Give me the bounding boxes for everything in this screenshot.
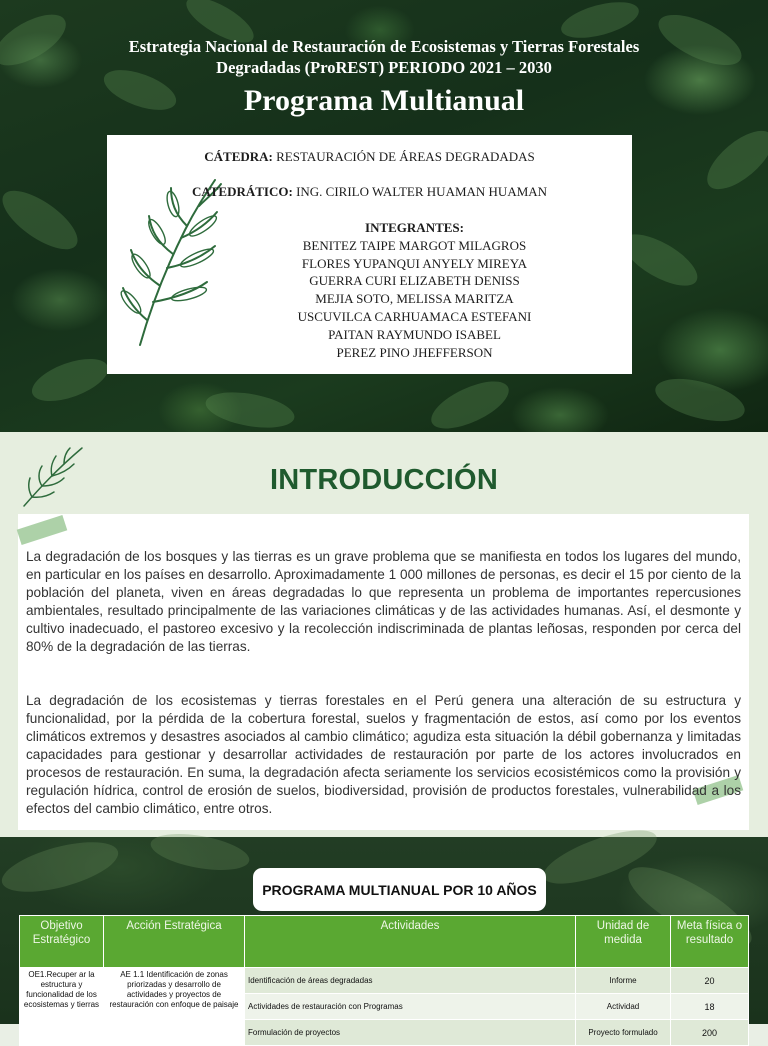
activity-cell: Identificación de áreas degradadas [245,968,576,994]
program-banner: PROGRAMA MULTIANUAL POR 10 AÑOS [253,868,546,911]
member-name: GUERRA CURI ELIZABETH DENISS [309,273,520,289]
introduction-slide [0,432,768,837]
activity-cell: Formulación de proyectos [245,1020,576,1046]
member-name: FLORES YUPANQUI ANYELY MIREYA [301,255,528,271]
intro-paragraph-2: La degradación de los ecosistemas y tierras forestales en el Perú genera una alteración de su estructura y funcionalidad, por la pérdida de la cobertura forestal, suelos y fragmentación de estos, así como por los eventos climáticos extremos y desastres asociados al cambio climático; agudiza esta situación la débil gobernanza y limitadas capacidades para gestionar y desarrollar actividades de restauración por parte de los actores involucrados en procesos de restauración. En suma, la degradación afecta seriamente los servicios ecosistémicos como la provisión y regulación hídrica, control de erosión de suelos, biodiversidad, provisión de productos forestales, vulnerabilidad a los efectos del cambio climático, entre otros. [26,693,741,816]
member-name: MEJIA SOTO, MELISSA MARITZA [315,291,514,307]
catedra-line [107,148,632,166]
goal-cell: 18 [671,994,749,1020]
unit-cell: Informe [576,968,671,994]
members-list [227,219,602,361]
objective-cell: OE1.Recuper ar la estructura y funcionalidad de los ecosistemas y tierras [20,968,104,1046]
column-header: Objetivo Estratégico [20,916,104,968]
action-cell: AE 1.1 Identificación de zonas priorizadas y desarrollo de actividades y proyectos de restauración con enfoque de paisaje [104,968,245,1046]
intro-paragraph-1: La degradación de los bosques y las tierras es un grave problema que se manifiesta en todos los lugares del mundo, en particular en los países en desarrollo. Aproximadamente 1 000 millones de personas, es decir el 15 por ciento de la población del planeta, viven en áreas degradadas lo que representa un problema de importantes repercusiones ambientales, resultado principalmente de las variaciones climáticas y de las actividades humanas. Así, el desmonte y cultivo inadecuado, el pastoreo excesivo y la recolección indiscriminada de plantas leñosas, responden por cerca del 80% de la degradación de las tierras. [26,549,741,654]
column-header: Acción Estratégica [104,916,245,968]
activity-cell: Actividades de restauración con Programas [245,994,576,1020]
intro-text-box [18,514,749,830]
catedratico-label: CATEDRÁTICO: [191,184,293,199]
column-header: Actividades [245,916,576,968]
goal-cell: 200 [671,1020,749,1046]
unit-cell: Proyecto formulado [576,1020,671,1046]
cover-title: Programa Multianual [243,84,525,117]
member-name: BENITEZ TAIPE MARGOT MILAGROS [302,237,527,253]
cover-subtitle [20,36,748,78]
goal-cell: 20 [671,968,749,994]
column-header: Meta física o resultado [671,916,749,968]
intro-title: INTRODUCCIÓN [270,464,498,496]
catedratico-line [107,183,632,201]
catedra-label: CÁTEDRA: [204,149,273,164]
member-name: PEREZ PINO JHEFFERSON [336,344,493,360]
cover-slide [0,0,768,432]
column-header: Unidad de medida [576,916,671,968]
member-name: USCUVILCA CARHUAMACA ESTEFANI [297,308,532,324]
info-card [107,135,632,374]
unit-cell: Actividad [576,994,671,1020]
table-row [20,968,749,994]
catedra-value: RESTAURACIÓN DE ÁREAS DEGRADADAS [272,149,535,164]
cover-subtitle-line1: Estrategia Nacional de Restauración de Ecosistemas y Tierras Forestales [128,37,640,56]
program-table [19,915,749,1046]
table-header-row [20,916,749,968]
cover-subtitle-line2: Degradadas (ProREST) PERIODO 2021 – 2030 [216,58,552,77]
catedratico-value: ING. CIRILO WALTER HUAMAN HUAMAN [292,184,548,199]
program-slide [0,837,768,1038]
tape-decoration [17,515,68,545]
integrantes-label: INTEGRANTES: [365,220,464,235]
member-name: PAITAN RAYMUNDO ISABEL [328,326,501,342]
